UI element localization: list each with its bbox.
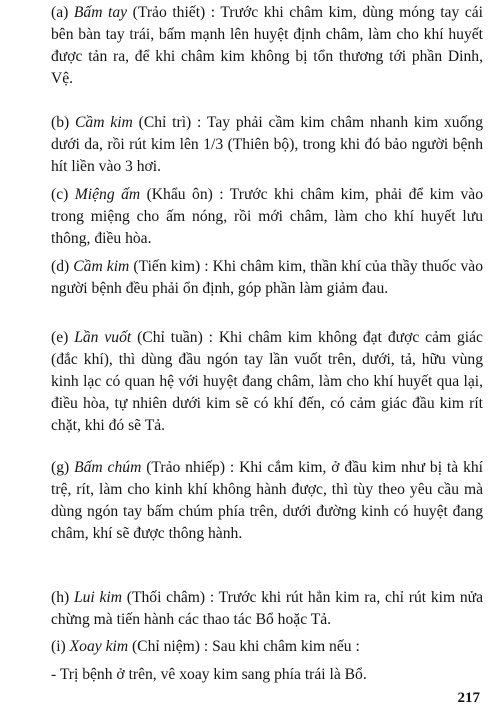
paragraph-marker: (g) bbox=[51, 459, 75, 476]
paragraph-h bbox=[51, 587, 483, 631]
paragraph-text: (Chỉ tuần) : Khi châm kim không đạt được cảm giác (đắc khí), thì dùng đầu ngón tay lần vuốt trên, dưới, tả, hữu vùng kinh lạc có quan hệ với huyệt đang châm, làm cho khí huyết qua lại, điều hòa, tự nhiên dưới kim sẽ có khí đến, có cảm giác đầu kim rít chặt, khi đó sẽ Tả. bbox=[51, 329, 483, 434]
paragraph-marker: (e) bbox=[51, 329, 75, 346]
paragraph-text: (Chỉ trì) : Tay phải cầm kim châm nhanh kim xuống dưới da, rồi rút kim lên 1/3 (Thiên bộ), trong khi đó bảo người bệnh hít liền vào 3 hơi. bbox=[51, 114, 483, 175]
paragraph-g bbox=[51, 457, 483, 545]
paragraph-text: (Thối châm) : Trước khi rút hẳn kim ra, chỉ rút kim nửa chừng mà tiến hành các thao tác Bổ hoặc Tả. bbox=[51, 589, 483, 628]
paragraph-text: (Chỉ niệm) : Sau khi châm kim nếu : bbox=[128, 638, 360, 655]
paragraph-marker: (h) bbox=[51, 589, 74, 606]
paragraph-marker: (d) bbox=[51, 258, 74, 275]
technique-term: Bấm tay bbox=[73, 4, 128, 21]
technique-term: Miệng ấm bbox=[74, 186, 141, 203]
paragraph-text: Trị bệnh ở trên, vê xoay kim sang phía trái là Bổ. bbox=[59, 666, 367, 683]
paragraph-text: (Trảo nhiếp) : Khi cắm kim, ở đầu kim như bị tà khí trệ, rít, làm cho kinh khí không hành được, thì tùy theo yêu cầu mà dùng ngón tay bấm chúm phía trên, dưới đường kinh có huyệt đang châm, khí sẽ được thông hành. bbox=[51, 459, 483, 542]
page-number: 217 bbox=[457, 690, 480, 706]
paragraph-text: (Trảo thiết) : Trước khi châm kim, dùng móng tay cái bên bàn tay trái, bấm mạnh lên huyệt định châm, làm cho khí huyết được tản ra, để khi châm kim không bị tổn thương tới phần Dinh, Vệ. bbox=[51, 4, 483, 87]
paragraph-marker: (b) bbox=[51, 114, 76, 131]
paragraph-text: (Tiến kim) : Khi châm kim, thần khí của thầy thuốc vào người bệnh đều phải ổn định, góp phần làm giảm đau. bbox=[51, 258, 483, 297]
paragraph-e bbox=[51, 327, 483, 437]
paragraph-marker: (c) bbox=[51, 186, 75, 203]
bullet-marker: - bbox=[51, 666, 60, 683]
bullet-item bbox=[51, 664, 483, 686]
technique-term: Lui kim bbox=[73, 589, 123, 606]
paragraph-text: (Khẩu ôn) : Trước khi châm kim, phải để kim vào trong miệng cho ấm nóng, rồi mới châm, làm cho khí huyết lưu thông, điều hòa. bbox=[51, 186, 483, 247]
paragraph-a bbox=[51, 2, 483, 90]
technique-term: Cầm kim bbox=[73, 258, 130, 275]
paragraph-marker: (i) bbox=[51, 638, 70, 655]
technique-term: Bấm chúm bbox=[74, 459, 142, 476]
paragraph-marker: (a) bbox=[51, 4, 74, 21]
technique-term: Xoay kim bbox=[69, 638, 129, 655]
technique-term: Cầm kim bbox=[75, 114, 133, 131]
paragraph-i bbox=[51, 636, 483, 658]
paragraph-c bbox=[51, 184, 483, 250]
technique-term: Lần vuốt bbox=[74, 329, 132, 346]
paragraph-d bbox=[51, 256, 483, 300]
paragraph-b bbox=[51, 112, 483, 178]
